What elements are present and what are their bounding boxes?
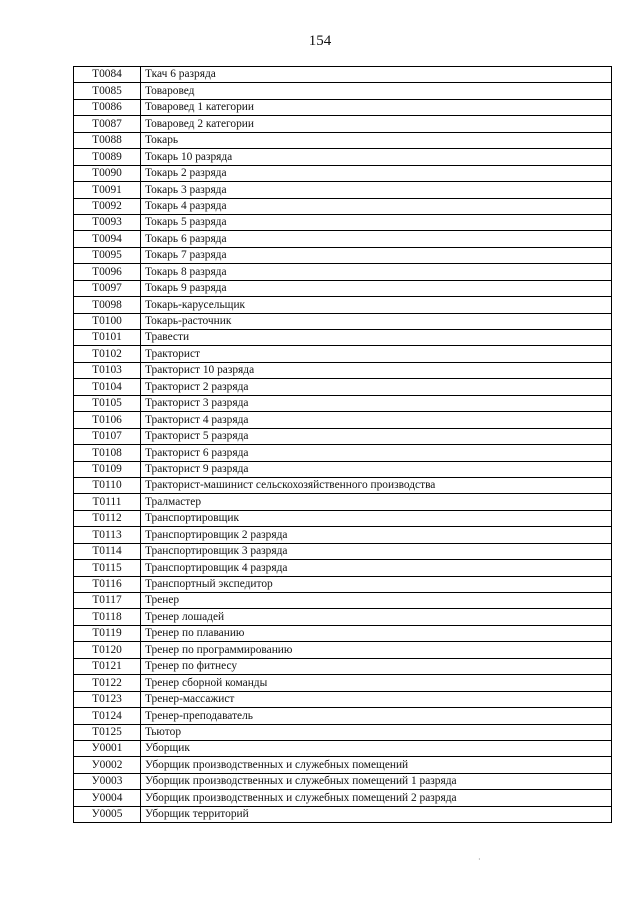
occupation-code: Т0112 (74, 510, 141, 526)
table-row (74, 231, 612, 247)
occupation-name: Тракторист (141, 346, 612, 362)
table-row (74, 198, 612, 214)
occupation-name: Уборщик производственных и служебных помещений 1 разряда (141, 773, 612, 789)
occupation-code: Т0090 (74, 165, 141, 181)
occupation-code: Т0106 (74, 412, 141, 428)
table-row (74, 182, 612, 198)
occupation-name: Тренер (141, 593, 612, 609)
table-row (74, 116, 612, 132)
scan-speck: · (478, 855, 481, 864)
occupation-name: Товаровед 2 категории (141, 116, 612, 132)
occupation-name: Токарь (141, 132, 612, 148)
occupation-code: У0005 (74, 806, 141, 822)
table-row (74, 790, 612, 806)
occupation-code: Т0110 (74, 477, 141, 493)
table-row (74, 99, 612, 115)
table-row (74, 346, 612, 362)
table-row (74, 593, 612, 609)
occupation-code: Т0120 (74, 642, 141, 658)
table-row (74, 560, 612, 576)
table-row (74, 773, 612, 789)
table-row (74, 428, 612, 444)
table-row (74, 264, 612, 280)
occupation-code: Т0091 (74, 182, 141, 198)
occupation-code: Т0125 (74, 724, 141, 740)
table-row (74, 806, 612, 822)
table-row (74, 280, 612, 296)
table-row (74, 740, 612, 756)
table-row (74, 757, 612, 773)
table-row (74, 412, 612, 428)
occupation-code: Т0108 (74, 445, 141, 461)
occupation-code: Т0097 (74, 280, 141, 296)
occupation-code: Т0092 (74, 198, 141, 214)
occupation-name: Токарь 9 разряда (141, 280, 612, 296)
table-row (74, 297, 612, 313)
occupation-name: Токарь 6 разряда (141, 231, 612, 247)
occupation-code: Т0094 (74, 231, 141, 247)
occupation-code: Т0107 (74, 428, 141, 444)
table-row (74, 149, 612, 165)
occupation-code: Т0104 (74, 379, 141, 395)
occupation-code: Т0116 (74, 576, 141, 592)
occupation-code: Т0086 (74, 99, 141, 115)
table-row (74, 642, 612, 658)
occupation-name: Тракторист 10 разряда (141, 362, 612, 378)
occupation-code: Т0123 (74, 691, 141, 707)
occupation-name: Травести (141, 330, 612, 346)
occupation-code: Т0115 (74, 560, 141, 576)
occupation-code: У0001 (74, 740, 141, 756)
occupation-code: Т0095 (74, 247, 141, 263)
occupation-code: Т0111 (74, 494, 141, 510)
occupation-code: Т0113 (74, 527, 141, 543)
table-row (74, 658, 612, 674)
occupation-name: Товаровед (141, 83, 612, 99)
table-row (74, 445, 612, 461)
occupation-name: Транспортировщик (141, 510, 612, 526)
occupation-name: Тракторист-машинист сельскохозяйственного производства (141, 477, 612, 493)
occupation-code: Т0103 (74, 362, 141, 378)
table-row (74, 625, 612, 641)
occupation-name: Тренер сборной команды (141, 675, 612, 691)
occupation-name: Ткач 6 разряда (141, 67, 612, 83)
table-row (74, 675, 612, 691)
occupation-code: Т0087 (74, 116, 141, 132)
table-row (74, 576, 612, 592)
table-row (74, 132, 612, 148)
occupation-code: Т0109 (74, 461, 141, 477)
occupation-code: Т0093 (74, 214, 141, 230)
occupation-name: Тракторист 5 разряда (141, 428, 612, 444)
occupation-name: Тралмастер (141, 494, 612, 510)
occupation-name: Уборщик территорий (141, 806, 612, 822)
occupation-code: Т0117 (74, 593, 141, 609)
occupation-name: Тракторист 2 разряда (141, 379, 612, 395)
occupation-code: Т0098 (74, 297, 141, 313)
table-row (74, 494, 612, 510)
occupation-name: Токарь 10 разряда (141, 149, 612, 165)
occupation-name: Транспортировщик 4 разряда (141, 560, 612, 576)
occupation-name: Тренер-преподаватель (141, 708, 612, 724)
table-row (74, 510, 612, 526)
table-row (74, 379, 612, 395)
occupation-name: Тракторист 4 разряда (141, 412, 612, 428)
occupation-code: Т0121 (74, 658, 141, 674)
occupation-name: Токарь 8 разряда (141, 264, 612, 280)
occupation-code: Т0089 (74, 149, 141, 165)
occupation-code: Т0085 (74, 83, 141, 99)
occupation-name: Уборщик производственных и служебных помещений 2 разряда (141, 790, 612, 806)
table-body (74, 67, 612, 823)
table-row (74, 83, 612, 99)
table-row (74, 395, 612, 411)
table-row (74, 543, 612, 559)
occupation-code: Т0101 (74, 330, 141, 346)
table-row (74, 247, 612, 263)
occupation-code: Т0118 (74, 609, 141, 625)
occupation-name: Транспортировщик 2 разряда (141, 527, 612, 543)
occupation-name: Тренер по программированию (141, 642, 612, 658)
page-number: 154 (308, 33, 332, 49)
occupation-name: Тренер-массажист (141, 691, 612, 707)
occupation-name: Токарь 4 разряда (141, 198, 612, 214)
occupation-name: Токарь 3 разряда (141, 182, 612, 198)
occupation-name: Токарь 5 разряда (141, 214, 612, 230)
occupation-name: Тренер по фитнесу (141, 658, 612, 674)
occupation-name: Токарь 2 разряда (141, 165, 612, 181)
occupation-code: Т0122 (74, 675, 141, 691)
occupation-code: Т0100 (74, 313, 141, 329)
table-row (74, 313, 612, 329)
occupation-name: Транспортировщик 3 разряда (141, 543, 612, 559)
occupation-code: Т0084 (74, 67, 141, 83)
occupation-name: Токарь 7 разряда (141, 247, 612, 263)
occupation-name: Тракторист 6 разряда (141, 445, 612, 461)
occupation-name: Тренер по плаванию (141, 625, 612, 641)
occupation-code: Т0114 (74, 543, 141, 559)
occupation-name: Тренер лошадей (141, 609, 612, 625)
occupation-code: Т0119 (74, 625, 141, 641)
occupation-code: Т0124 (74, 708, 141, 724)
table-row (74, 214, 612, 230)
occupation-code: Т0102 (74, 346, 141, 362)
table-row (74, 165, 612, 181)
occupation-code: Т0105 (74, 395, 141, 411)
occupation-name: Тьютор (141, 724, 612, 740)
table-row (74, 362, 612, 378)
table-row (74, 330, 612, 346)
table-row (74, 691, 612, 707)
occupation-code: У0002 (74, 757, 141, 773)
table-row (74, 724, 612, 740)
table-row (74, 461, 612, 477)
occupation-name: Уборщик производственных и служебных помещений (141, 757, 612, 773)
table-row (74, 477, 612, 493)
occupation-name: Тракторист 9 разряда (141, 461, 612, 477)
occupation-name: Токарь-расточник (141, 313, 612, 329)
occupation-code: Т0088 (74, 132, 141, 148)
occupation-name: Токарь-карусельщик (141, 297, 612, 313)
table-row (74, 609, 612, 625)
occupation-code: У0004 (74, 790, 141, 806)
table-row (74, 708, 612, 724)
occupation-name: Товаровед 1 категории (141, 99, 612, 115)
occupation-name: Транспортный экспедитор (141, 576, 612, 592)
occupation-name: Тракторист 3 разряда (141, 395, 612, 411)
table-row (74, 527, 612, 543)
occupation-code-table (73, 66, 612, 823)
table-row (74, 67, 612, 83)
occupation-name: Уборщик (141, 740, 612, 756)
occupation-code: У0003 (74, 773, 141, 789)
occupation-code: Т0096 (74, 264, 141, 280)
